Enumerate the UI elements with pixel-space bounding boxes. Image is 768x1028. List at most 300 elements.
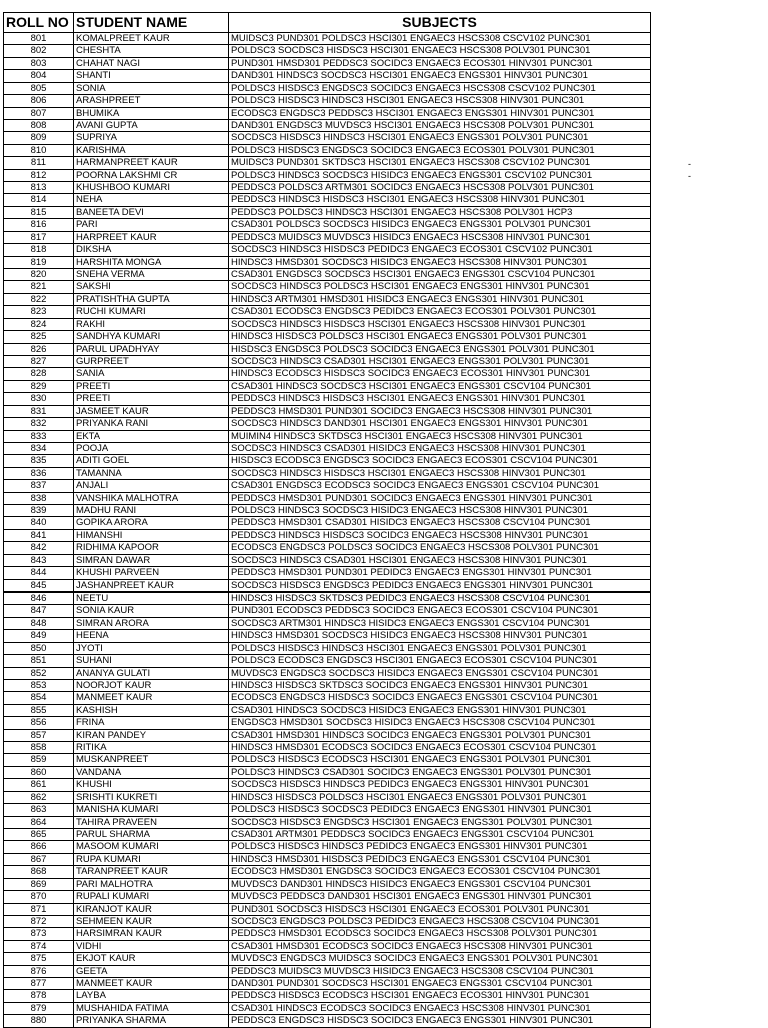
- table-row: [4, 430, 651, 442]
- table-row: [4, 57, 651, 69]
- roll-no-cell: 814: [4, 194, 74, 206]
- student-name-cell: HARPREET KAUR: [74, 231, 229, 243]
- roll-no-cell: 834: [4, 442, 74, 454]
- subjects-cell: PEDDSC3 HINDSC3 HISDSC3 SOCIDC3 ENGAEC3 HSCS308 HINV301 PUNC301: [229, 529, 651, 541]
- roll-no-cell: 850: [4, 642, 74, 654]
- roll-no-cell: 843: [4, 554, 74, 566]
- table-row: [4, 978, 651, 990]
- subjects-cell: MUVDSC3 ENGDSC3 SOCDSC3 HISIDC3 ENGAEC3 ENGS301 CSCV104 PUNC301: [229, 667, 651, 679]
- student-name-cell: JYOTI: [74, 642, 229, 654]
- table-row: [4, 169, 651, 181]
- table-row: [4, 841, 651, 853]
- student-name-cell: DIKSHA: [74, 244, 229, 256]
- subjects-cell: POLDSC3 HINDSC3 SOCDSC3 HISIDC3 ENGAEC3 HSCS308 HINV301 PUNC301: [229, 505, 651, 517]
- subjects-cell: CSAD301 HMSD301 ECODSC3 SOCIDC3 ENGAEC3 HSCS308 HINV301 PUNC301: [229, 940, 651, 952]
- subjects-cell: ECODSC3 ENGDSC3 PEDDSC3 HSCI301 ENGAEC3 ENGS301 HINV301 PUNC301: [229, 107, 651, 119]
- student-name-cell: NEHA: [74, 194, 229, 206]
- roll-no-cell: 866: [4, 841, 74, 853]
- table-row: [4, 442, 651, 454]
- roll-no-cell: 872: [4, 915, 74, 927]
- roll-no-cell: 830: [4, 393, 74, 405]
- table-row: [4, 492, 651, 504]
- subjects-cell: MUVDSC3 DAND301 HINDSC3 HISIDC3 ENGAEC3 ENGS301 CSCV104 PUNC301: [229, 878, 651, 890]
- roll-no-cell: 808: [4, 119, 74, 131]
- student-name-cell: NEETU: [74, 592, 229, 605]
- student-name-cell: LAYBA: [74, 990, 229, 1002]
- subjects-cell: PEDDSC3 HMSD301 PUND301 SOCIDC3 ENGAEC3 HSCS308 HINV301 PUNC301: [229, 405, 651, 417]
- subjects-cell: PUND301 HMSD301 PEDDSC3 SOCIDC3 ENGAEC3 ECOS301 HINV301 PUNC301: [229, 57, 651, 69]
- table-row: [4, 144, 651, 156]
- roll-no-cell: 824: [4, 318, 74, 330]
- subjects-cell: SOCDSC3 HINDSC3 CSAD301 HSCI301 ENGAEC3 ENGS301 POLV301 PUNC301: [229, 355, 651, 367]
- table-row: [4, 804, 651, 816]
- student-name-cell: ANJALI: [74, 480, 229, 492]
- table-row: [4, 467, 651, 479]
- student-name-cell: EKJOT KAUR: [74, 953, 229, 965]
- table-row: [4, 729, 651, 741]
- subjects-cell: PEDDSC3 HINDSC3 HISDSC3 HSCI301 ENGAEC3 ENGS301 HINV301 PUNC301: [229, 393, 651, 405]
- table-row: [4, 779, 651, 791]
- subjects-cell: SOCDSC3 HISDSC3 HINDSC3 HSCI301 ENGAEC3 ENGS301 POLV301 PUNC301: [229, 132, 651, 144]
- table-row: [4, 915, 651, 927]
- table-row: [4, 692, 651, 704]
- table-row: [4, 592, 651, 605]
- student-name-cell: KOMALPREET KAUR: [74, 33, 229, 45]
- student-name-cell: KIRANJOT KAUR: [74, 903, 229, 915]
- table-row: [4, 219, 651, 231]
- table-row: [4, 306, 651, 318]
- table-row: [4, 717, 651, 729]
- subjects-cell: HINDSC3 HISDSC3 POLDSC3 HSCI301 ENGAEC3 ENGS301 POLV301 PUNC301: [229, 791, 651, 803]
- student-name-cell: PRIYANKA RANI: [74, 418, 229, 430]
- roll-no-cell: 864: [4, 816, 74, 828]
- roll-no-cell: 855: [4, 704, 74, 716]
- student-name-cell: PARI MALHOTRA: [74, 878, 229, 890]
- roll-no-cell: 852: [4, 667, 74, 679]
- subjects-cell: POLDSC3 HINDSC3 SOCDSC3 HISIDC3 ENGAEC3 ENGS301 CSCV102 PUNC301: [229, 169, 651, 181]
- student-name-cell: JASHANPREET KAUR: [74, 579, 229, 592]
- student-name-cell: RITIKA: [74, 742, 229, 754]
- subjects-cell: MUVDSC3 PEDDSC3 DAND301 HSCI301 ENGAEC3 ENGS301 HINV301 PUNC301: [229, 891, 651, 903]
- roll-no-cell: 865: [4, 829, 74, 841]
- subjects-cell: POLDSC3 HISDSC3 HINDSC3 HSCI301 ENGAEC3 ENGS301 POLV301 PUNC301: [229, 642, 651, 654]
- student-name-cell: RUPALI KUMARI: [74, 891, 229, 903]
- table-row: [4, 829, 651, 841]
- table-row: [4, 45, 651, 57]
- student-name-cell: VANSHIKA MALHOTRA: [74, 492, 229, 504]
- student-name-cell: MANMEET KAUR: [74, 978, 229, 990]
- subjects-cell: SOCDSC3 HISDSC3 HINDSC3 PEDIDC3 ENGAEC3 ENGS301 HINV301 PUNC301: [229, 779, 651, 791]
- subjects-cell: POLDSC3 HISDSC3 ENGDSC3 SOCIDC3 ENGAEC3 HSCS308 CSCV102 PUNC301: [229, 82, 651, 94]
- roll-no-cell: 860: [4, 766, 74, 778]
- student-name-cell: SNEHA VERMA: [74, 269, 229, 281]
- subjects-cell: SOCDSC3 HINDSC3 POLDSC3 HSCI301 ENGAEC3 ENGS301 HINV301 PUNC301: [229, 281, 651, 293]
- roll-no-cell: 856: [4, 717, 74, 729]
- roll-no-cell: 829: [4, 380, 74, 392]
- student-name-cell: SUHANI: [74, 655, 229, 667]
- roll-no-cell: 861: [4, 779, 74, 791]
- student-name-cell: VIDHI: [74, 940, 229, 952]
- student-name-cell: SRISHTI KUKRETI: [74, 791, 229, 803]
- roll-no-cell: 825: [4, 331, 74, 343]
- student-name-cell: CHESHTA: [74, 45, 229, 57]
- roll-no-cell: 826: [4, 343, 74, 355]
- student-name-cell: MUSHAHIDA FATIMA: [74, 1002, 229, 1014]
- subjects-cell: PEDDSC3 HINDSC3 HISDSC3 HSCI301 ENGAEC3 HSCS308 HINV301 PUNC301: [229, 194, 651, 206]
- roll-no-cell: 868: [4, 866, 74, 878]
- table-row: [4, 891, 651, 903]
- subjects-cell: HINDSC3 HMSD301 ECODSC3 SOCIDC3 ENGAEC3 ECOS301 CSCV104 PUNC301: [229, 742, 651, 754]
- table-row: [4, 630, 651, 642]
- roll-no-cell: 858: [4, 742, 74, 754]
- student-name-cell: HARMANPREET KAUR: [74, 157, 229, 169]
- table-row: [4, 791, 651, 803]
- roll-no-cell: 876: [4, 965, 74, 977]
- subjects-cell: MUIDSC3 PUND301 POLDSC3 HSCI301 ENGAEC3 HSCS308 CSCV102 PUNC301: [229, 33, 651, 45]
- student-name-cell: PRIYANKA SHARMA: [74, 1015, 229, 1027]
- student-name-cell: GURPREET: [74, 355, 229, 367]
- header-student-name: STUDENT NAME: [74, 13, 229, 33]
- student-name-cell: MANMEET KAUR: [74, 692, 229, 704]
- subjects-cell: PEDDSC3 ENGDSC3 HISDSC3 SOCIDC3 ENGAEC3 ENGS301 HINV301 PUNC301: [229, 1015, 651, 1027]
- roll-no-cell: 873: [4, 928, 74, 940]
- subjects-cell: SOCDSC3 ENGDSC3 POLDSC3 PEDIDC3 ENGAEC3 HSCS308 CSCV104 PUNC301: [229, 915, 651, 927]
- table-row: [4, 455, 651, 467]
- subjects-cell: CSAD301 HINDSC3 SOCDSC3 HSCI301 ENGAEC3 ENGS301 CSCV104 PUNC301: [229, 380, 651, 392]
- subjects-cell: SOCDSC3 HINDSC3 CSAD301 HSCI301 ENGAEC3 HSCS308 HINV301 PUNC301: [229, 554, 651, 566]
- side-mark: -: [688, 171, 691, 181]
- student-subjects-sheet: [3, 12, 650, 1028]
- table-row: [4, 679, 651, 691]
- roll-no-cell: 878: [4, 990, 74, 1002]
- subjects-cell: CSAD301 HMSD301 HINDSC3 SOCIDC3 ENGAEC3 ENGS301 POLV301 PUNC301: [229, 729, 651, 741]
- student-name-cell: MADHU RANI: [74, 505, 229, 517]
- subjects-cell: PEDDSC3 HMSD301 ECODSC3 SOCIDC3 ENGAEC3 HSCS308 POLV301 PUNC301: [229, 928, 651, 940]
- subjects-cell: MUVDSC3 ENGDSC3 MUIDSC3 SOCIDC3 ENGAEC3 ENGS301 POLV301 PUNC301: [229, 953, 651, 965]
- table-row: [4, 605, 651, 617]
- subjects-cell: MUIMIN4 HINDSC3 SKTDSC3 HSCI301 ENGAEC3 HSCS308 HINV301 PUNC301: [229, 430, 651, 442]
- subjects-cell: ECODSC3 ENGDSC3 HISDSC3 SOCIDC3 ENGAEC3 ENGS301 CSCV104 PUNC301: [229, 692, 651, 704]
- subjects-cell: POLDSC3 HISDSC3 HINDSC3 PEDIDC3 ENGAEC3 ENGS301 HINV301 PUNC301: [229, 841, 651, 853]
- subjects-cell: PEDDSC3 MUIDSC3 MUVDSC3 HISIDC3 ENGAEC3 HSCS308 CSCV104 PUNC301: [229, 965, 651, 977]
- roll-no-cell: 839: [4, 505, 74, 517]
- table-row: [4, 866, 651, 878]
- roll-no-cell: 837: [4, 480, 74, 492]
- subjects-cell: SOCDSC3 HINDSC3 HISDSC3 PEDIDC3 ENGAEC3 ECOS301 CSCV102 PUNC301: [229, 244, 651, 256]
- header-subjects: SUBJECTS: [229, 13, 651, 33]
- table-row: [4, 816, 651, 828]
- student-name-cell: PARI: [74, 219, 229, 231]
- subjects-cell: POLDSC3 SOCDSC3 HISDSC3 HSCI301 ENGAEC3 HSCS308 POLV301 PUNC301: [229, 45, 651, 57]
- roll-no-cell: 851: [4, 655, 74, 667]
- subjects-cell: POLDSC3 HISDSC3 SOCDSC3 PEDIDC3 ENGAEC3 ENGS301 HINV301 PUNC301: [229, 804, 651, 816]
- subjects-cell: CSAD301 ECODSC3 ENGDSC3 PEDIDC3 ENGAEC3 ECOS301 POLV301 PUNC301: [229, 306, 651, 318]
- subjects-cell: HISDSC3 ECODSC3 ENGDSC3 SOCIDC3 ENGAEC3 ECOS301 CSCV104 PUNC301: [229, 455, 651, 467]
- roll-no-cell: 828: [4, 368, 74, 380]
- roll-no-cell: 845: [4, 579, 74, 592]
- subjects-cell: HINDSC3 HMSD301 SOCDSC3 HISIDC3 ENGAEC3 HSCS308 HINV301 PUNC301: [229, 256, 651, 268]
- subjects-cell: PEDDSC3 HMSD301 PUND301 PEDIDC3 ENGAEC3 ENGS301 HINV301 PUNC301: [229, 567, 651, 579]
- student-name-cell: JASMEET KAUR: [74, 405, 229, 417]
- table-row: [4, 642, 651, 654]
- table-row: [4, 182, 651, 194]
- subjects-cell: PUND301 ECODSC3 PEDDSC3 SOCIDC3 ENGAEC3 ECOS301 CSCV104 PUNC301: [229, 605, 651, 617]
- roll-no-cell: 840: [4, 517, 74, 529]
- subjects-cell: HINDSC3 ECODSC3 HISDSC3 SOCIDC3 ENGAEC3 ECOS301 HINV301 PUNC301: [229, 368, 651, 380]
- student-name-cell: SIMRAN DAWAR: [74, 554, 229, 566]
- roll-no-cell: 874: [4, 940, 74, 952]
- roll-no-cell: 877: [4, 978, 74, 990]
- table-row: [4, 655, 651, 667]
- roll-no-cell: 822: [4, 293, 74, 305]
- table-row: [4, 368, 651, 380]
- roll-no-cell: 809: [4, 132, 74, 144]
- roll-no-cell: 810: [4, 144, 74, 156]
- student-name-cell: RAKHI: [74, 318, 229, 330]
- table-row: [4, 405, 651, 417]
- table-row: [4, 505, 651, 517]
- roll-no-cell: 835: [4, 455, 74, 467]
- roll-no-cell: 848: [4, 617, 74, 629]
- student-name-cell: TARANPREET KAUR: [74, 866, 229, 878]
- student-name-cell: SEHMEEN KAUR: [74, 915, 229, 927]
- subjects-cell: SOCDSC3 HISDSC3 ENGDSC3 PEDIDC3 ENGAEC3 ENGS301 HINV301 PUNC301: [229, 579, 651, 592]
- subjects-cell: HINDSC3 HISDSC3 SKTDSC3 SOCIDC3 ENGAEC3 ENGS301 HINV301 PUNC301: [229, 679, 651, 691]
- subjects-cell: POLDSC3 HISDSC3 ENGDSC3 SOCIDC3 ENGAEC3 ECOS301 POLV301 PUNC301: [229, 144, 651, 156]
- subjects-cell: POLDSC3 HINDSC3 CSAD301 SOCIDC3 ENGAEC3 ENGS301 POLV301 PUNC301: [229, 766, 651, 778]
- student-name-cell: POOJA: [74, 442, 229, 454]
- student-name-cell: PARUL UPADHYAY: [74, 343, 229, 355]
- table-row: [4, 206, 651, 218]
- table-row: [4, 82, 651, 94]
- roll-no-cell: 869: [4, 878, 74, 890]
- table-row: [4, 928, 651, 940]
- roll-no-cell: 805: [4, 82, 74, 94]
- table-row: [4, 529, 651, 541]
- table-row: [4, 269, 651, 281]
- student-subjects-table: [3, 12, 651, 1028]
- table-row: [4, 940, 651, 952]
- header-roll-no: ROLL NO: [4, 13, 74, 33]
- student-name-cell: SANIA: [74, 368, 229, 380]
- student-name-cell: SONIA: [74, 82, 229, 94]
- student-name-cell: HARSHITA MONGA: [74, 256, 229, 268]
- student-name-cell: SHANTI: [74, 70, 229, 82]
- student-name-cell: PARUL SHARMA: [74, 829, 229, 841]
- student-name-cell: ARASHPREET: [74, 95, 229, 107]
- student-name-cell: SONIA KAUR: [74, 605, 229, 617]
- side-mark: -: [688, 159, 691, 169]
- student-name-cell: POORNA LAKSHMI CR: [74, 169, 229, 181]
- student-name-cell: KHUSHBOO KUMARI: [74, 182, 229, 194]
- subjects-cell: ENGDSC3 HMSD301 SOCDSC3 HISIDC3 ENGAEC3 HSCS308 CSCV104 PUNC301: [229, 717, 651, 729]
- table-row: [4, 318, 651, 330]
- student-name-cell: FRINA: [74, 717, 229, 729]
- roll-no-cell: 816: [4, 219, 74, 231]
- subjects-cell: PEDDSC3 POLDSC3 HINDSC3 HSCI301 ENGAEC3 HSCS308 POLV301 HCP3: [229, 206, 651, 218]
- subjects-cell: SOCDSC3 ARTM301 HINDSC3 HISIDC3 ENGAEC3 ENGS301 CSCV104 PUNC301: [229, 617, 651, 629]
- table-row: [4, 990, 651, 1002]
- subjects-cell: MUIDSC3 PUND301 SKTDSC3 HSCI301 ENGAEC3 HSCS308 CSCV102 PUNC301: [229, 157, 651, 169]
- table-row: [4, 617, 651, 629]
- subjects-cell: SOCDSC3 HINDSC3 HISDSC3 HSCI301 ENGAEC3 HSCS308 HINV301 PUNC301: [229, 467, 651, 479]
- subjects-cell: HINDSC3 HMSD301 HISDSC3 PEDIDC3 ENGAEC3 ENGS301 CSCV104 PUNC301: [229, 853, 651, 865]
- student-name-cell: VANDANA: [74, 766, 229, 778]
- roll-no-cell: 806: [4, 95, 74, 107]
- roll-no-cell: 859: [4, 754, 74, 766]
- subjects-cell: PEDDSC3 HMSD301 PUND301 SOCIDC3 ENGAEC3 ENGS301 HINV301 PUNC301: [229, 492, 651, 504]
- student-name-cell: KHUSHI: [74, 779, 229, 791]
- roll-no-cell: 854: [4, 692, 74, 704]
- subjects-cell: CSAD301 HINDSC3 SOCDSC3 HISIDC3 ENGAEC3 ENGS301 HINV301 PUNC301: [229, 704, 651, 716]
- subjects-cell: CSAD301 ARTM301 PEDDSC3 SOCIDC3 ENGAEC3 ENGS301 CSCV104 PUNC301: [229, 829, 651, 841]
- subjects-cell: ECODSC3 ENGDSC3 POLDSC3 SOCIDC3 ENGAEC3 HSCS308 POLV301 PUNC301: [229, 542, 651, 554]
- roll-no-cell: 832: [4, 418, 74, 430]
- student-name-cell: KASHISH: [74, 704, 229, 716]
- student-name-cell: RIDHIMA KAPOOR: [74, 542, 229, 554]
- student-name-cell: MUSKANPREET: [74, 754, 229, 766]
- student-name-cell: ADITI GOEL: [74, 455, 229, 467]
- roll-no-cell: 823: [4, 306, 74, 318]
- roll-no-cell: 802: [4, 45, 74, 57]
- roll-no-cell: 836: [4, 467, 74, 479]
- roll-no-cell: 849: [4, 630, 74, 642]
- subjects-cell: PEDDSC3 POLDSC3 ARTM301 SOCIDC3 ENGAEC3 HSCS308 POLV301 PUNC301: [229, 182, 651, 194]
- roll-no-cell: 844: [4, 567, 74, 579]
- subjects-cell: SOCDSC3 HINDSC3 HISDSC3 HSCI301 ENGAEC3 HSCS308 HINV301 PUNC301: [229, 318, 651, 330]
- subjects-cell: PEDDSC3 HISDSC3 ECODSC3 HSCI301 ENGAEC3 ECOS301 HINV301 PUNC301: [229, 990, 651, 1002]
- student-name-cell: EKTA: [74, 430, 229, 442]
- roll-no-cell: 820: [4, 269, 74, 281]
- roll-no-cell: 817: [4, 231, 74, 243]
- student-name-cell: TAMANNA: [74, 467, 229, 479]
- student-name-cell: SUPRIYA: [74, 132, 229, 144]
- table-row: [4, 157, 651, 169]
- table-row: [4, 393, 651, 405]
- subjects-cell: POLDSC3 HISDSC3 ECODSC3 HSCI301 ENGAEC3 ENGS301 POLV301 PUNC301: [229, 754, 651, 766]
- table-row: [4, 853, 651, 865]
- table-row: [4, 554, 651, 566]
- roll-no-cell: 803: [4, 57, 74, 69]
- student-name-cell: TAHIRA PRAVEEN: [74, 816, 229, 828]
- table-row: [4, 281, 651, 293]
- subjects-cell: ECODSC3 HMSD301 ENGDSC3 SOCIDC3 ENGAEC3 ECOS301 CSCV104 PUNC301: [229, 866, 651, 878]
- subjects-cell: POLDSC3 ECODSC3 ENGDSC3 HSCI301 ENGAEC3 ECOS301 CSCV104 PUNC301: [229, 655, 651, 667]
- table-row: [4, 380, 651, 392]
- subjects-cell: SOCDSC3 HINDSC3 DAND301 HSCI301 ENGAEC3 ENGS301 HINV301 PUNC301: [229, 418, 651, 430]
- roll-no-cell: 813: [4, 182, 74, 194]
- subjects-cell: SOCDSC3 HINDSC3 CSAD301 HISIDC3 ENGAEC3 HSCS308 HINV301 PUNC301: [229, 442, 651, 454]
- student-name-cell: PREETI: [74, 380, 229, 392]
- student-name-cell: HEENA: [74, 630, 229, 642]
- roll-no-cell: 867: [4, 853, 74, 865]
- table-row: [4, 194, 651, 206]
- subjects-cell: DAND301 PUND301 SOCDSC3 HSCI301 ENGAEC3 ENGS301 CSCV104 PUNC301: [229, 978, 651, 990]
- table-row: [4, 418, 651, 430]
- table-row: [4, 331, 651, 343]
- table-row: [4, 293, 651, 305]
- roll-no-cell: 821: [4, 281, 74, 293]
- table-row: [4, 953, 651, 965]
- subjects-cell: DAND301 ENGDSC3 MUVDSC3 HSCI301 ENGAEC3 HSCS308 POLV301 PUNC301: [229, 119, 651, 131]
- subjects-cell: DAND301 HINDSC3 SOCDSC3 HSCI301 ENGAEC3 ENGS301 HINV301 PUNC301: [229, 70, 651, 82]
- roll-no-cell: 811: [4, 157, 74, 169]
- student-name-cell: KARISHMA: [74, 144, 229, 156]
- table-row: [4, 766, 651, 778]
- table-row: [4, 579, 651, 592]
- roll-no-cell: 807: [4, 107, 74, 119]
- table-row: [4, 355, 651, 367]
- table-row: [4, 107, 651, 119]
- student-name-cell: PRATISHTHA GUPTA: [74, 293, 229, 305]
- table-row: [4, 132, 651, 144]
- subjects-cell: SOCDSC3 HISDSC3 ENGDSC3 HSCI301 ENGAEC3 ENGS301 POLV301 PUNC301: [229, 816, 651, 828]
- table-row: [4, 903, 651, 915]
- roll-no-cell: 819: [4, 256, 74, 268]
- student-name-cell: BANEETA DEVI: [74, 206, 229, 218]
- table-row: [4, 33, 651, 45]
- table-row: [4, 754, 651, 766]
- table-row: [4, 517, 651, 529]
- student-name-cell: BHUMIKA: [74, 107, 229, 119]
- header-row: [4, 13, 651, 33]
- student-name-cell: HARSIMRAN KAUR: [74, 928, 229, 940]
- table-row: [4, 231, 651, 243]
- student-name-cell: RUPA KUMARI: [74, 853, 229, 865]
- subjects-cell: PUND301 SOCDSC3 HISDSC3 HSCI301 ENGAEC3 ECOS301 POLV301 PUNC301: [229, 903, 651, 915]
- student-name-cell: AVANI GUPTA: [74, 119, 229, 131]
- roll-no-cell: 862: [4, 791, 74, 803]
- roll-no-cell: 863: [4, 804, 74, 816]
- roll-no-cell: 818: [4, 244, 74, 256]
- subjects-cell: HINDSC3 HMSD301 SOCDSC3 HISIDC3 ENGAEC3 HSCS308 HINV301 PUNC301: [229, 630, 651, 642]
- table-row: [4, 667, 651, 679]
- subjects-cell: HINDSC3 HISDSC3 POLDSC3 HSCI301 ENGAEC3 ENGS301 POLV301 PUNC301: [229, 331, 651, 343]
- roll-no-cell: 833: [4, 430, 74, 442]
- table-row: [4, 704, 651, 716]
- student-name-cell: GEETA: [74, 965, 229, 977]
- roll-no-cell: 812: [4, 169, 74, 181]
- student-name-cell: HIMANSHI: [74, 529, 229, 541]
- subjects-cell: PEDDSC3 HMSD301 CSAD301 HISIDC3 ENGAEC3 HSCS308 CSCV104 PUNC301: [229, 517, 651, 529]
- student-name-cell: CHAHAT NAGI: [74, 57, 229, 69]
- table-row: [4, 542, 651, 554]
- roll-no-cell: 871: [4, 903, 74, 915]
- table-row: [4, 567, 651, 579]
- table-row: [4, 343, 651, 355]
- student-name-cell: MANISHA KUMARI: [74, 804, 229, 816]
- student-name-cell: KIRAN PANDEY: [74, 729, 229, 741]
- subjects-cell: CSAD301 ENGDSC3 SOCDSC3 HSCI301 ENGAEC3 ENGS301 CSCV104 PUNC301: [229, 269, 651, 281]
- table-row: [4, 1002, 651, 1014]
- table-row: [4, 878, 651, 890]
- roll-no-cell: 815: [4, 206, 74, 218]
- roll-no-cell: 846: [4, 592, 74, 605]
- roll-no-cell: 880: [4, 1015, 74, 1027]
- subjects-cell: POLDSC3 HISDSC3 HINDSC3 HSCI301 ENGAEC3 HSCS308 HINV301 PUNC301: [229, 95, 651, 107]
- student-name-cell: GOPIKA ARORA: [74, 517, 229, 529]
- subjects-cell: HINDSC3 ARTM301 HMSD301 HISIDC3 ENGAEC3 ENGS301 HINV301 PUNC301: [229, 293, 651, 305]
- student-name-cell: SAKSHI: [74, 281, 229, 293]
- subjects-cell: HISDSC3 ENGDSC3 POLDSC3 SOCIDC3 ENGAEC3 ENGS301 POLV301 PUNC301: [229, 343, 651, 355]
- subjects-cell: CSAD301 POLDSC3 SOCDSC3 HISIDC3 ENGAEC3 ENGS301 POLV301 PUNC301: [229, 219, 651, 231]
- table-row: [4, 244, 651, 256]
- roll-no-cell: 879: [4, 1002, 74, 1014]
- table-row: [4, 965, 651, 977]
- roll-no-cell: 838: [4, 492, 74, 504]
- roll-no-cell: 827: [4, 355, 74, 367]
- roll-no-cell: 831: [4, 405, 74, 417]
